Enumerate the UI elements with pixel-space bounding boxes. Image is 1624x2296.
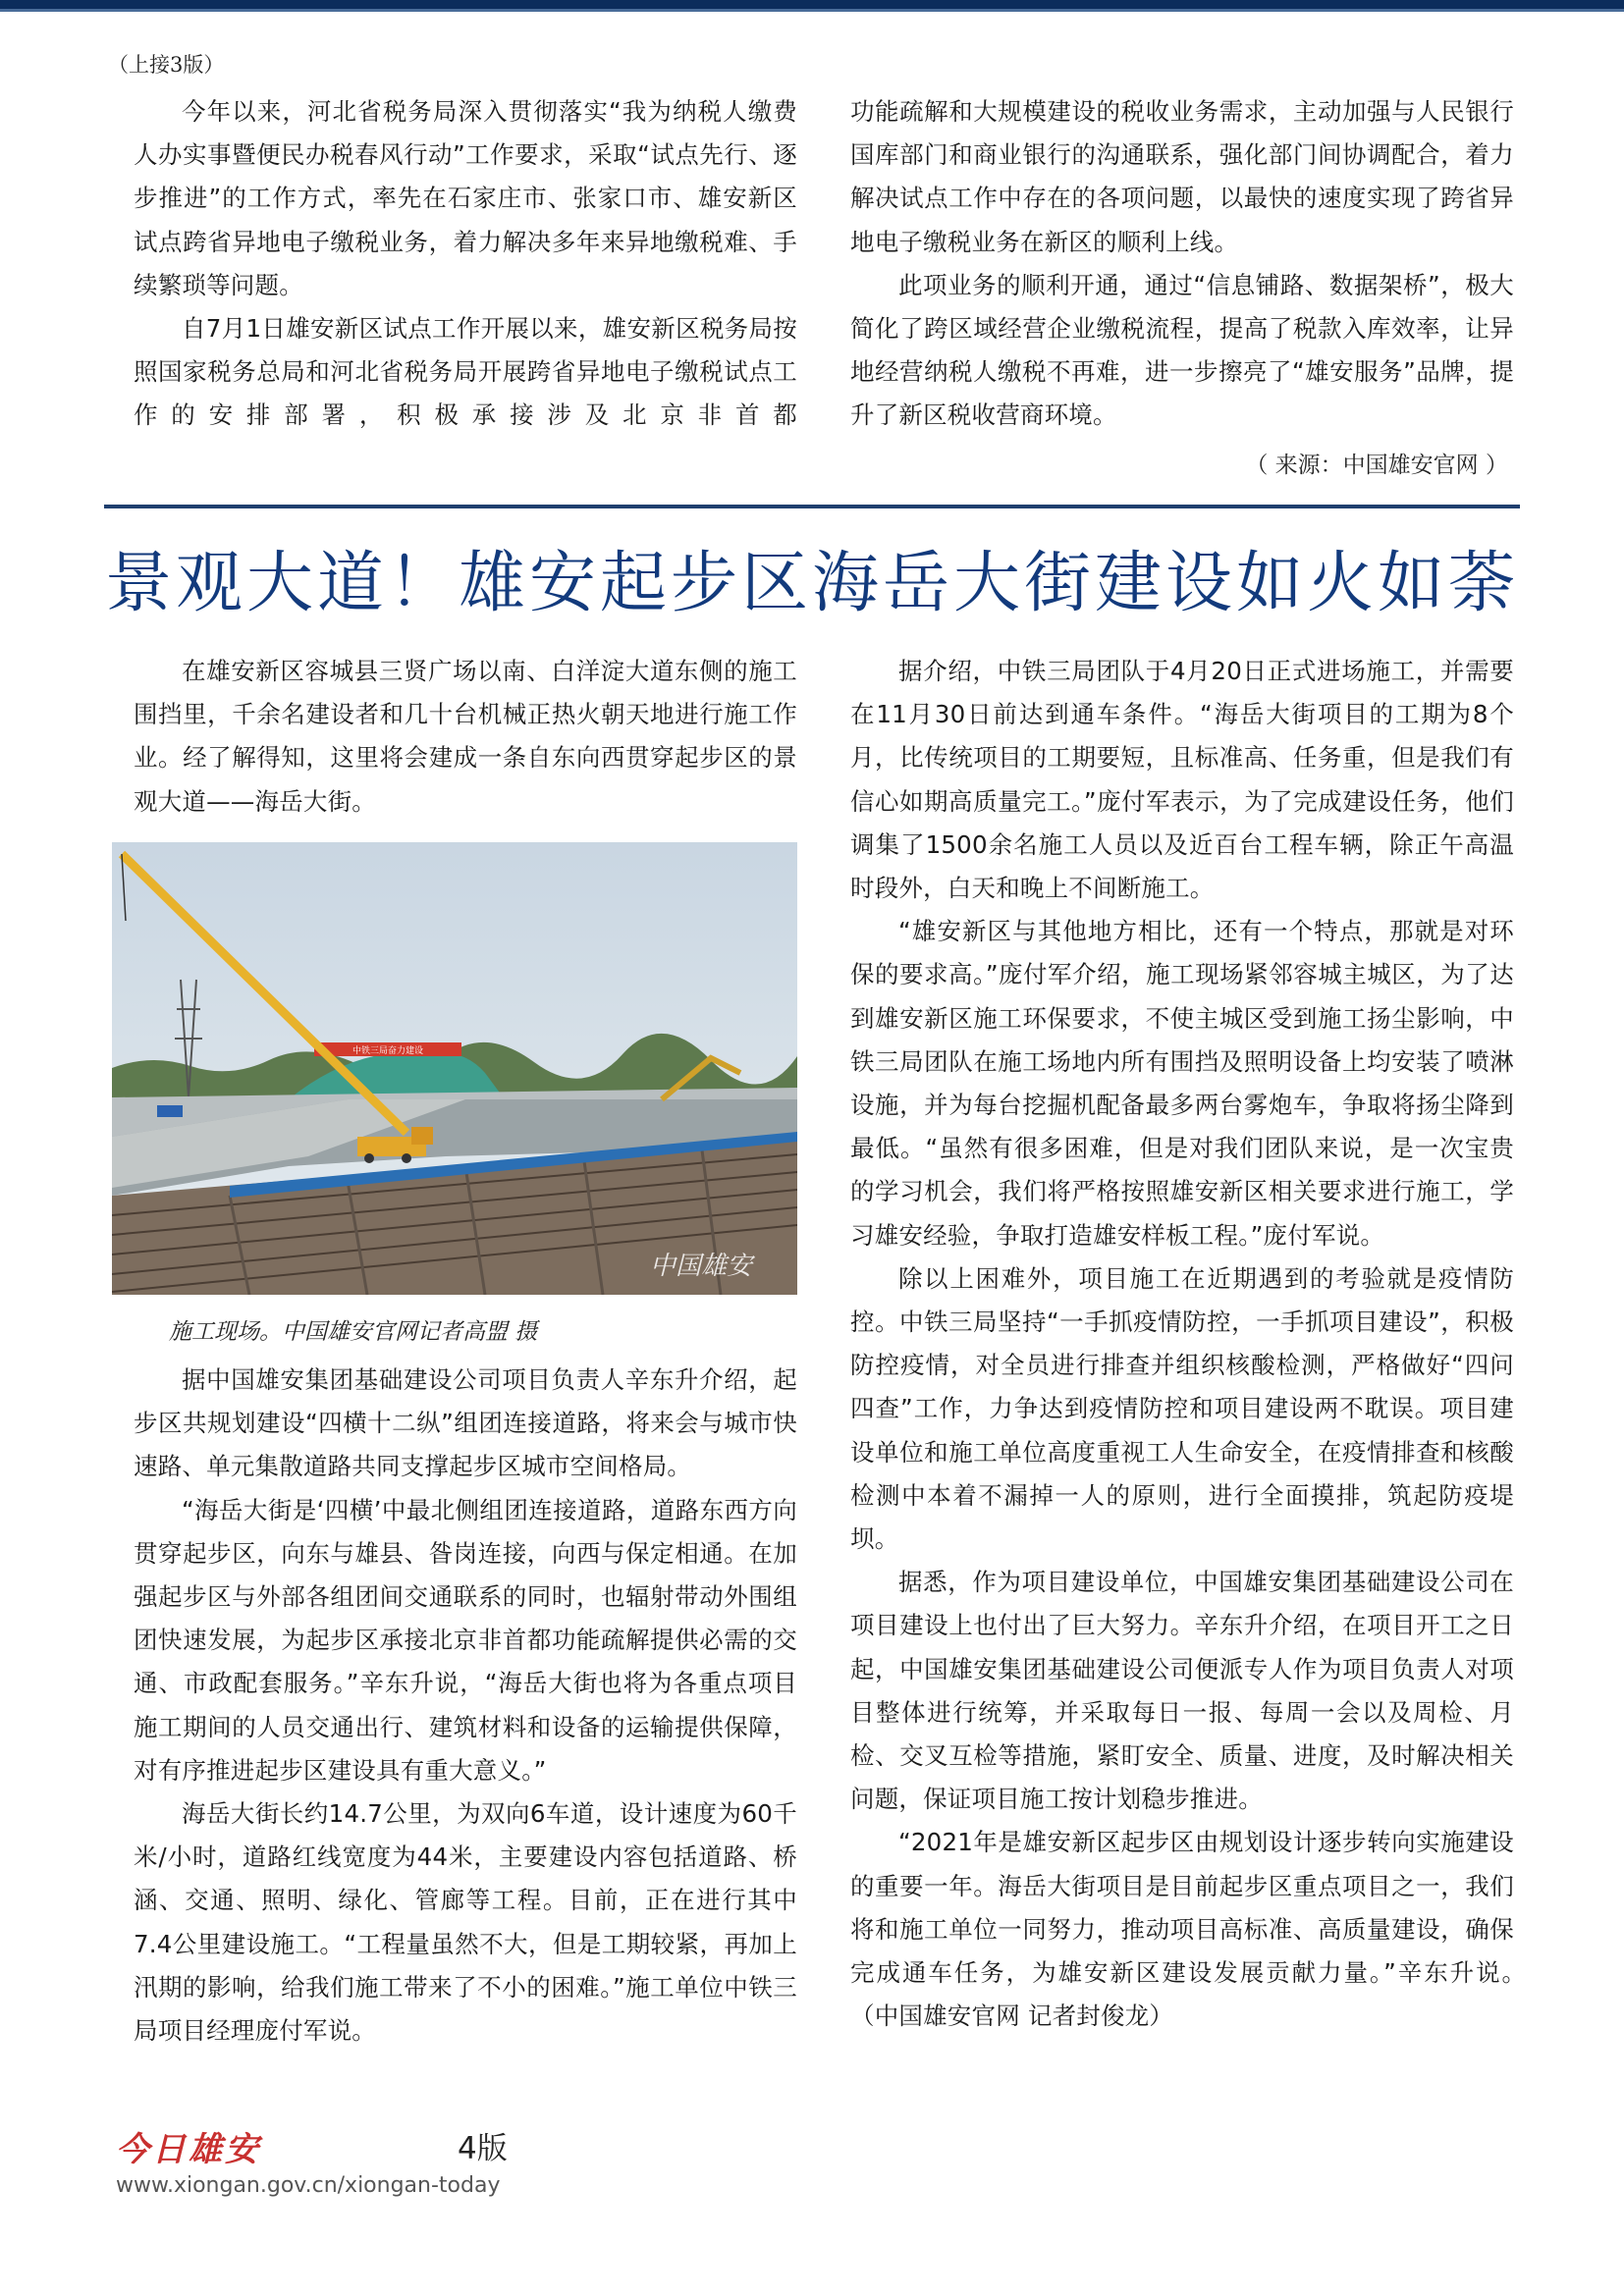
main-paragraph: 在雄安新区容城县三贤广场以南、白洋淀大道东侧的施工围挡里，千余名建设者和几十台机械正热火朝天地进行施工作业。经了解得知，这里将会建成一条自东向西贯穿起步区的景观大道——海岳大街。	[134, 657, 797, 816]
main-paragraph: “雄安新区与其他地方相比，还有一个特点，那就是对环保的要求高。”庞付军介绍，施工现场紧邻容城主城区，为了达到雄安新区施工环保要求，不使主城区受到施工扬尘影响，中铁三局团队在施工场地内所有围挡及照明设备上均安装了喷淋设施，并为每台挖掘机配备最多两台雾炮车，争取将扬尘降到最低。“虽然有很多困难，但是对我们团队来说，是一次宝贵的学习机会，我们将严格按照雄安新区相关要求进行施工，学习雄安经验，争取打造雄安样板工程。”庞付军说。	[850, 917, 1514, 1250]
main-paragraph: “海岳大街是‘四横’中最北侧组团连接道路，道路东西方向贯穿起步区，向东与雄县、昝岗连接，向西与保定相通。在加强起步区与外部各组团间交通联系的同时，也辐射带动外围组团快速发展，为起步区承接北京非首都功能疏解提供必需的交通、市政配套服务。”辛东升说，“海岳大街也将为各重点项目施工期间的人员交通出行、建筑材料和设备的运输提供保障，对有序推进起步区建设具有重大意义。”	[134, 1495, 797, 1785]
tax-article-left-column	[134, 90, 797, 438]
continue-note: （上接3版）	[108, 53, 225, 77]
main-headline: 景观大道！雄安起步区海岳大街建设如火如荼	[104, 545, 1519, 622]
top-bar-edge	[0, 9, 1624, 12]
tax-paragraph: 此项业务的顺利开通，通过“信息铺路、数据架桥”，极大简化了跨区域经营企业缴税流程，提高了税款入库效率，让异地经营纳税人缴税不再难，进一步擦亮了“雄安服务”品牌，提升了新区税收营商环境。	[850, 270, 1514, 430]
main-left-bottom-column	[134, 1359, 797, 2053]
main-paragraph: 除以上困难外，项目施工在近期遇到的考验就是疫情防控。中铁三局坚持“一手抓疫情防控，一手抓项目建设”，积极防控疫情，对全员进行排查并组织核酸检测，严格做好“四问四查”工作，力争达到疫情防控和项目建设两不耽误。项目建设单位和施工单位高度重视工人生命安全，在疫情排查和核酸检测中本着不漏掉一人的原则，进行全面摸排，筑起防疫堤坝。	[850, 1263, 1514, 1554]
tax-paragraph: 自7月1日雄安新区试点工作开展以来，雄安新区税务局按照国家税务总局和河北省税务局开展跨省异地电子缴税试点工作的安排部署，积极承接涉及北京非首都	[134, 314, 797, 430]
top-bar	[0, 0, 1624, 9]
photo-watermark: 中国雄安	[649, 1252, 753, 1281]
construction-photo	[112, 842, 797, 1295]
main-paragraph: 据悉，作为项目建设单位，中国雄安集团基础建设公司在项目建设上也付出了巨大努力。辛东升介绍，在项目开工之日起，中国雄安集团基础建设公司便派专人作为项目负责人对项目整体进行统筹，并采取每日一报、每周一会以及周检、月检、交叉互检等措施，紧盯安全、质量、进度，及时解决相关问题，保证项目施工按计划稳步推进。	[850, 1568, 1514, 1814]
newspaper-logo: 今日雄安	[116, 2130, 261, 2169]
main-paragraph: 据介绍，中铁三局团队于4月20日正式进场施工，并需要在11月30日前达到通车条件。“海岳大街项目的工期为8个月，比传统项目的工期要短，且标准高、任务重，但是我们有信心如期高质量完工。”庞付军表示，为了完成建设任务，他们调集了1500余名施工人员以及近百台工程车辆，除正午高温时段外，白天和晚上不间断施工。	[850, 657, 1514, 903]
main-left-top-column	[134, 650, 797, 824]
tax-source: （ 来源：中国雄安官网 ）	[1245, 453, 1508, 478]
main-paragraph: 据中国雄安集团基础建设公司项目负责人辛东升介绍，起步区共规划建设“四横十二纵”组团连接道路，将来会与城市快速路、单元集散道路共同支撑起步区城市空间格局。	[134, 1365, 797, 1481]
tax-article-right-column	[850, 90, 1514, 438]
main-paragraph: “2021年是雄安新区起步区由规划设计逐步转向实施建设的重要一年。海岳大街项目是目前起步区重点项目之一，我们将和施工单位一同努力，推动项目高标准、高质量建设，确保完成通车任务，为雄安新区建设发展贡献力量。”辛东升说。 （中国雄安官网 记者封俊龙）	[850, 1828, 1539, 2031]
section-divider	[104, 505, 1520, 508]
tax-paragraph-continued: 功能疏解和大规模建设的税收业务需求，主动加强与人民银行国库部门和商业银行的沟通联系，强化部门间协调配合，着力解决试点工作中存在的各项问题，以最快的速度实现了跨省异地电子缴税业务在新区的顺利上线。	[850, 97, 1514, 256]
main-right-column	[850, 650, 1539, 2039]
main-paragraph: 海岳大街长约14.7公里，为双向6车道，设计速度为60千米/小时，道路红线宽度为44米，主要建设内容包括道路、桥涵、交通、照明、绿化、管廊等工程。目前，正在进行其中7.4公里建设施工。“工程量虽然不大，但是工期较紧，再加上汛期的影响，给我们施工带来了不小的困难。”施工单位中铁三局项目经理庞付军说。	[134, 1799, 797, 2046]
page-number: 4版	[458, 2131, 508, 2166]
photo-caption: 施工现场。中国雄安官网记者高盟 摄	[169, 1319, 538, 1345]
tax-paragraph: 今年以来，河北省税务局深入贯彻落实“我为纳税人缴费人办实事暨便民办税春风行动”工作要求，采取“试点先行、逐步推进”的工作方式，率先在石家庄市、张家口市、雄安新区试点跨省异地电子缴税业务，着力解决多年来异地缴税难、手续繁琐等问题。	[134, 97, 797, 299]
photo-banner-text: 中铁三局奋力建设	[352, 1046, 424, 1056]
footer-url[interactable]: www.xiongan.gov.cn/xiongan-today	[116, 2173, 501, 2198]
